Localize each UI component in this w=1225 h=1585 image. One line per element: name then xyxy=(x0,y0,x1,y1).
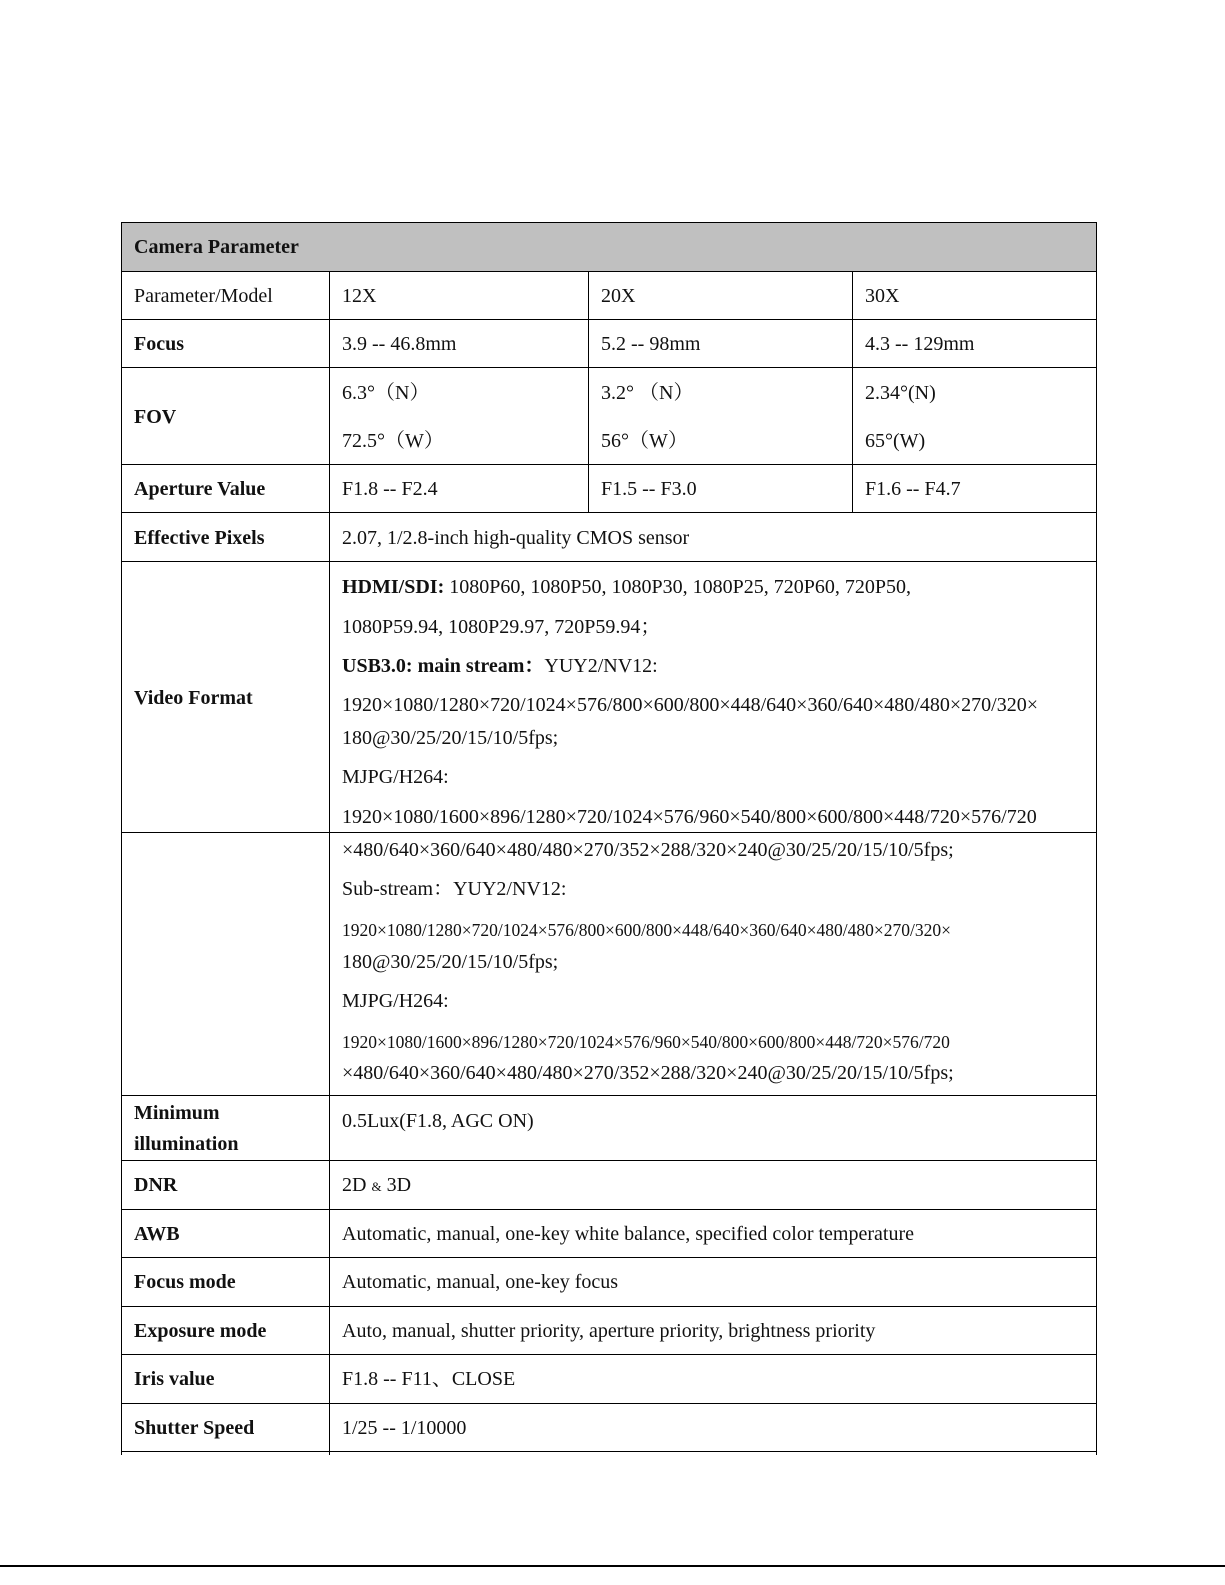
hdmi-label: HDMI/SDI: xyxy=(342,576,445,598)
pixels-value: 2.07, 1/2.8-inch high-quality CMOS sensor xyxy=(342,527,690,549)
dnr-3d: 3D xyxy=(381,1174,412,1196)
column-divider xyxy=(121,222,122,1455)
row-divider xyxy=(122,1403,1097,1404)
main-mjpg-line-2: ×480/640×360/640×480/480×270/352×288/320×240@30/25/20/15/10/5fps; xyxy=(342,839,954,861)
row-divider xyxy=(122,464,1097,465)
table-title: Camera Parameter xyxy=(134,236,299,258)
awb-label: AWB xyxy=(134,1223,180,1245)
video-hdmi-line-1 xyxy=(342,575,911,599)
row-divider xyxy=(122,1209,1097,1210)
row-divider xyxy=(122,1354,1097,1355)
shutter-value: 1/25 -- 1/10000 xyxy=(342,1417,467,1439)
focus-mode-value: Automatic, manual, one-key focus xyxy=(342,1271,619,1293)
main-mjpg-label: MJPG/H264: xyxy=(342,766,449,788)
model-30x: 30X xyxy=(865,285,900,307)
sub-mjpg-label: MJPG/H264: xyxy=(342,990,449,1012)
row-divider xyxy=(122,512,1097,513)
column-divider xyxy=(329,271,330,1455)
column-divider xyxy=(588,271,589,512)
model-12x: 12X xyxy=(342,285,377,307)
fov-20x-w: 56°（W） xyxy=(601,430,688,452)
min-illum-label-1: Minimum xyxy=(134,1102,220,1124)
focus-20x: 5.2 -- 98mm xyxy=(601,333,701,355)
sub-yuy-line-2: 180@30/25/20/15/10/5fps; xyxy=(342,951,559,973)
min-illum-value: 0.5Lux(F1.8, AGC ON) xyxy=(342,1110,534,1132)
video-format-label: Video Format xyxy=(134,687,253,709)
exposure-mode-label: Exposure mode xyxy=(134,1320,267,1342)
row-divider xyxy=(122,222,1097,223)
row-divider xyxy=(122,271,1097,272)
fov-30x-w: 65°(W) xyxy=(865,430,926,452)
fov-label: FOV xyxy=(134,406,177,428)
page-bottom-rule xyxy=(0,1565,1225,1567)
fov-12x-n: 6.3°（N） xyxy=(342,382,430,404)
row-divider xyxy=(122,1257,1097,1258)
video-usb-line xyxy=(342,654,658,678)
dnr-label: DNR xyxy=(134,1174,178,1196)
aperture-30x: F1.6 -- F4.7 xyxy=(865,478,961,500)
row-divider xyxy=(122,1451,1097,1452)
row-divider xyxy=(122,1160,1097,1161)
hdmi-formats: 1080P60, 1080P50, 1080P30, 1080P25, 720P60, 720P50, xyxy=(444,576,911,598)
main-yuy-line-1: 1920×1080/1280×720/1024×576/800×600/800×448/640×360/640×480/480×270/320× xyxy=(342,694,1038,716)
usb-label: USB3.0: main stream： xyxy=(342,655,545,677)
main-mjpg-line-1: 1920×1080/1600×896/1280×720/1024×576/960×540/800×600/800×448/720×576/720 xyxy=(342,806,1037,828)
dnr-ampersand: & xyxy=(371,1179,382,1194)
row-divider xyxy=(122,1095,1097,1096)
main-yuy-line-2: 180@30/25/20/15/10/5fps; xyxy=(342,727,559,749)
sub-mjpg-line-1: 1920×1080/1600×896/1280×720/1024×576/960×540/800×600/800×448/720×576/720 xyxy=(342,1032,950,1052)
row-divider xyxy=(122,832,1097,833)
row-divider xyxy=(122,1306,1097,1307)
focus-12x: 3.9 -- 46.8mm xyxy=(342,333,457,355)
usb-main-stream: YUY2/NV12: xyxy=(544,655,658,677)
video-hdmi-line-2: 1080P59.94, 1080P29.97, 720P59.94； xyxy=(342,616,661,638)
aperture-label: Aperture Value xyxy=(134,478,266,500)
column-divider xyxy=(1096,222,1097,1455)
shutter-label: Shutter Speed xyxy=(134,1417,255,1439)
iris-label: Iris value xyxy=(134,1368,215,1390)
aperture-20x: F1.5 -- F3.0 xyxy=(601,478,697,500)
exposure-mode-value: Auto, manual, shutter priority, aperture priority, brightness priority xyxy=(342,1320,876,1342)
fov-20x-n: 3.2° （N） xyxy=(601,382,694,404)
row-divider xyxy=(122,367,1097,368)
focus-label: Focus xyxy=(134,333,184,355)
iris-value: F1.8 -- F11、CLOSE xyxy=(342,1368,516,1390)
awb-value: Automatic, manual, one-key white balance, specified color temperature xyxy=(342,1223,914,1245)
pixels-label: Effective Pixels xyxy=(134,527,265,549)
focus-30x: 4.3 -- 129mm xyxy=(865,333,975,355)
sub-yuy-line-1: 1920×1080/1280×720/1024×576/800×600/800×448/640×360/640×480/480×270/320× xyxy=(342,920,951,940)
dnr-value xyxy=(342,1173,411,1199)
column-divider xyxy=(852,271,853,512)
focus-mode-label: Focus mode xyxy=(134,1271,236,1293)
row-divider xyxy=(122,319,1097,320)
sub-stream-label: Sub-stream：YUY2/NV12: xyxy=(342,878,567,900)
fov-12x-w: 72.5°（W） xyxy=(342,430,444,452)
aperture-12x: F1.8 -- F2.4 xyxy=(342,478,438,500)
model-20x: 20X xyxy=(601,285,636,307)
header-label: Parameter/Model xyxy=(134,285,273,307)
sub-mjpg-line-2: ×480/640×360/640×480/480×270/352×288/320×240@30/25/20/15/10/5fps; xyxy=(342,1062,954,1084)
min-illum-label-2: illumination xyxy=(134,1133,239,1155)
row-divider xyxy=(122,561,1097,562)
fov-30x-n: 2.34°(N) xyxy=(865,382,936,404)
dnr-2d: 2D xyxy=(342,1174,372,1196)
